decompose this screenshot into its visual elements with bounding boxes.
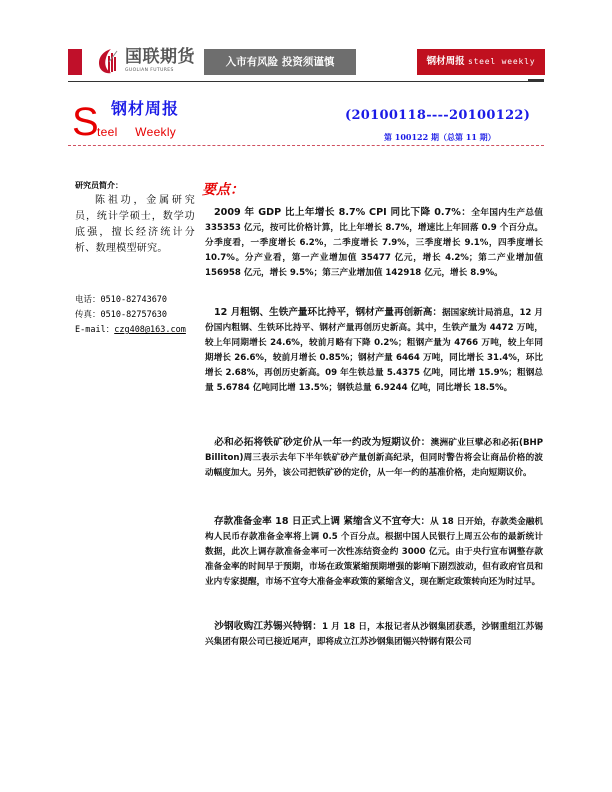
email-link[interactable]: czg408@163.com xyxy=(114,325,186,335)
header-tag-cn: 钢材周报 xyxy=(426,56,465,67)
header-divider-accent xyxy=(528,79,544,81)
masthead-initial: S xyxy=(72,100,99,144)
contact-email xyxy=(75,323,205,338)
paragraph-body: 据国家统计局消息，12 月份国内粗钢、生铁环比持平、钢材产量再创历史新高。其中，生铁产量为 4472 万吨，较上年同期增长 24.6%，较前月略有下降 0.2%；粗钢产量为 4766 万吨，较上年同期增长 26.6%，较前月增长 0.85%；钢材产量 6464 万吨，同比增长 31.4%，环比增长 2.68%，再创历史新高。09 年生铁总量 5.4375 亿吨，同比增 15.9%；粗钢总量 5.6784 亿吨同比增 13.5%；钢铁总量 6.9244 亿吨，同比增长 18.5%。 xyxy=(205,308,543,393)
contact-fax xyxy=(75,308,195,323)
header-divider xyxy=(68,81,544,82)
header-tag-en: steel weekly xyxy=(467,57,536,66)
fax-label: 传真： xyxy=(75,310,101,320)
paragraph-steel-output xyxy=(205,305,543,396)
phone-label: 电话： xyxy=(75,295,101,305)
header-red-bar xyxy=(68,49,82,75)
header-slogan: 入市有风险 投资须谨慎 xyxy=(204,49,356,75)
paragraph-lead: 沙钢收购江苏锡兴特钢： xyxy=(214,621,323,632)
paragraph-reserve-ratio xyxy=(205,514,543,590)
paragraph-lead: 存款准备金率 18 日正式上调 紧缩含义不宜夸大： xyxy=(214,516,431,527)
masthead-title-cn: 钢材周报 xyxy=(111,99,180,118)
header-report-tag xyxy=(417,49,545,75)
paragraph-lead: 必和必拓将铁矿砂定价从一年一约改为短期议价： xyxy=(214,437,431,448)
paragraph-lead: 12 月粗钢、生铁产量环比持平，钢材产量再创新高： xyxy=(214,307,442,318)
logo-text-cn: 国联期货 xyxy=(125,47,195,67)
researcher-title: 研究员简介： xyxy=(75,180,123,190)
masthead-dotted-divider xyxy=(68,145,544,146)
guolian-logo-icon xyxy=(97,48,119,74)
masthead-title-en: teel Weekly xyxy=(97,125,177,139)
contact-phone xyxy=(75,293,195,308)
paragraph-body: 1 月 18 日，本报记者从沙钢集团获悉，沙钢重组江苏锡兴集团有限公司已接近尾声，即将成立江苏沙钢集团锡兴特钢有限公司 xyxy=(205,622,543,647)
report-date-range: (20100118----20100122) xyxy=(345,108,531,123)
paragraph-lead: 2009 年 GDP 比上年增长 8.7% CPI 同比下降 0.7%： xyxy=(214,207,472,218)
researcher-bio: 陈祖功，金属研究员，统计学硕士，数学功底强，擅长经济统计分析、数理模型研究。 xyxy=(75,195,195,254)
section-title-key-points: 要点： xyxy=(202,182,244,198)
logo-text-en: GUOLIAN FUTURES xyxy=(125,68,174,73)
paragraph-bhp-pricing xyxy=(205,435,543,481)
report-issue-number: 第 100122 期（总第 11 期） xyxy=(384,132,496,142)
paragraph-gdp xyxy=(205,205,543,281)
paragraph-shagang-acquisition xyxy=(205,619,543,650)
paragraph-body: 全年国内生产总值 335353 亿元，按可比价格计算，比上年增长 8.7%，增速比上年回落 0.9 个百分点。分季度看，一季度增长 6.2%，二季度增长 7.9%，三季度增长 9.1%，四季度增长 10.7%。分产业看，第一产业增加值 35477 亿元，增长 4.2%；第二产业增加值 156958 亿元，增长 9.5%；第三产业增加值 142918 亿元，增长 8.9%。 xyxy=(205,208,543,278)
fax-value: 0510-82757630 xyxy=(100,310,168,320)
phone-value: 0510-82743670 xyxy=(100,295,168,305)
paragraph-body: 澳洲矿业巨擘必和必拓(BHP Billiton)周三表示去年下半年铁矿砂产量创新高纪录，但同时警告将会让商品价格的波动幅度加大。另外，该公司把铁矿砂的定价，从一年一约的基准价格，走向短期议价。 xyxy=(205,438,543,478)
paragraph-body: 从 18 日开始，存款类金融机构人民币存款准备金率将上调 0.5 个百分点。根据中国人民银行上周五公布的最新统计数据，此次上调存款准备金率可一次性冻结资金约 3000 亿元。由于央行宣布调整存款准备金率的时间早于预期，市场在政策紧缩预期增强的影响下剧烈波动，但有政府官员和业内专家提醒，市场不宜夸大准备金率政策的紧缩含义，现在断定政策转向还为时过早。 xyxy=(205,517,543,587)
email-label: E-mail： xyxy=(75,325,115,335)
